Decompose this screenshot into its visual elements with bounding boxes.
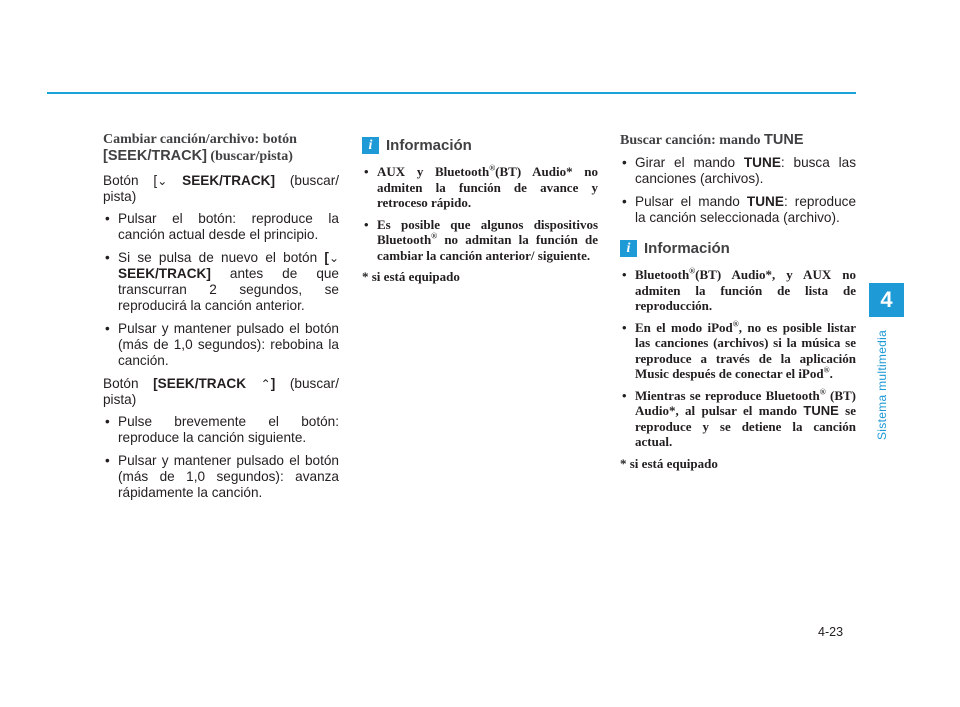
list-item: • AUX y Bluetooth®(BT) Audio* no admiten la función de avance y retroceso rápido. [362,164,598,211]
list-item: • En el modo iPod®, no es posible listar las canciones (archivos) si la música se reproduce a través de la aplicación Music después de conectar el iPod®. [620,320,856,382]
chevron-up-icon: ⌃ [260,377,271,391]
list-item: • Mientras se reproduce Bluetooth® (BT) Audio*, al pulsar el mando TUNE se reproduce y se detiene la canción actual. [620,388,856,450]
section-heading-tune: Buscar canción: mando TUNE [620,132,804,148]
info-list [620,267,856,450]
chevron-down-icon: ⌄ [157,174,168,188]
page-number: 4-23 [818,625,844,639]
tune-list [620,155,856,226]
info-title: Información [386,136,472,154]
info-header [620,240,856,257]
chevron-down-icon: ⌄ [328,251,339,265]
list-item: • Pulse brevemente el botón: reproduce la canción siguiente. [103,414,339,446]
heading-button-label: [SEEK/TRACK] [103,148,207,164]
section-label: Sistema multimedia [875,330,889,441]
list-item: • Pulsar y mantener pulsado el botón (más de 1,0 segundos): avanza rápidamente la canción. [103,453,339,501]
info-title: Información [644,239,730,257]
footnote: * si está equipado [620,455,718,471]
list-item: • Pulsar y mantener pulsado el botón (más de 1,0 segundos): rebobina la canción. [103,321,339,369]
list-item: • Si se pulsa de nuevo el botón [⌄ SEEK/TRACK] antes de que transcurran 2 segundos, se reproducirá la canción anterior. [103,250,339,314]
chapter-number: 4 [880,287,893,312]
list-item: • Es posible que algunos dispositivos Bluetooth® no admitan la función de cambiar la canción anterior/ siguiente. [362,217,598,264]
chapter-tab [869,283,904,317]
list-item: • Bluetooth®(BT) Audio*, y AUX no admiten la función de lista de reproducción. [620,267,856,314]
button-down-list [103,211,339,369]
list-item: • Pulsar el botón: reproduce la canción actual desde el principio. [103,211,339,243]
footnote: * si está equipado [362,269,460,284]
top-rule [47,92,856,94]
button-down-line: Botón [⌄ SEEK/TRACK] (buscar/ pista) [103,173,340,204]
button-up-line: Botón [SEEK/TRACK ⌃] (buscar/ pista) [103,376,339,407]
button-up-list [103,414,339,501]
column-tune [620,132,856,472]
column-seek-track [103,132,339,508]
info-list [362,164,598,263]
info-icon: i [620,240,637,257]
info-icon: i [362,137,379,154]
column-info-1 [362,137,598,285]
section-heading-seek: Cambiar canción/archivo: botón [SEEK/TRACK] (buscar/pista) [103,132,297,164]
info-header [362,137,598,154]
list-item: • Girar el mando TUNE: busca las canciones (archivos). [620,155,856,187]
heading-button-label: TUNE [764,132,804,148]
list-item: • Pulsar el mando TUNE: reproduce la canción seleccionada (archivo). [620,194,856,226]
